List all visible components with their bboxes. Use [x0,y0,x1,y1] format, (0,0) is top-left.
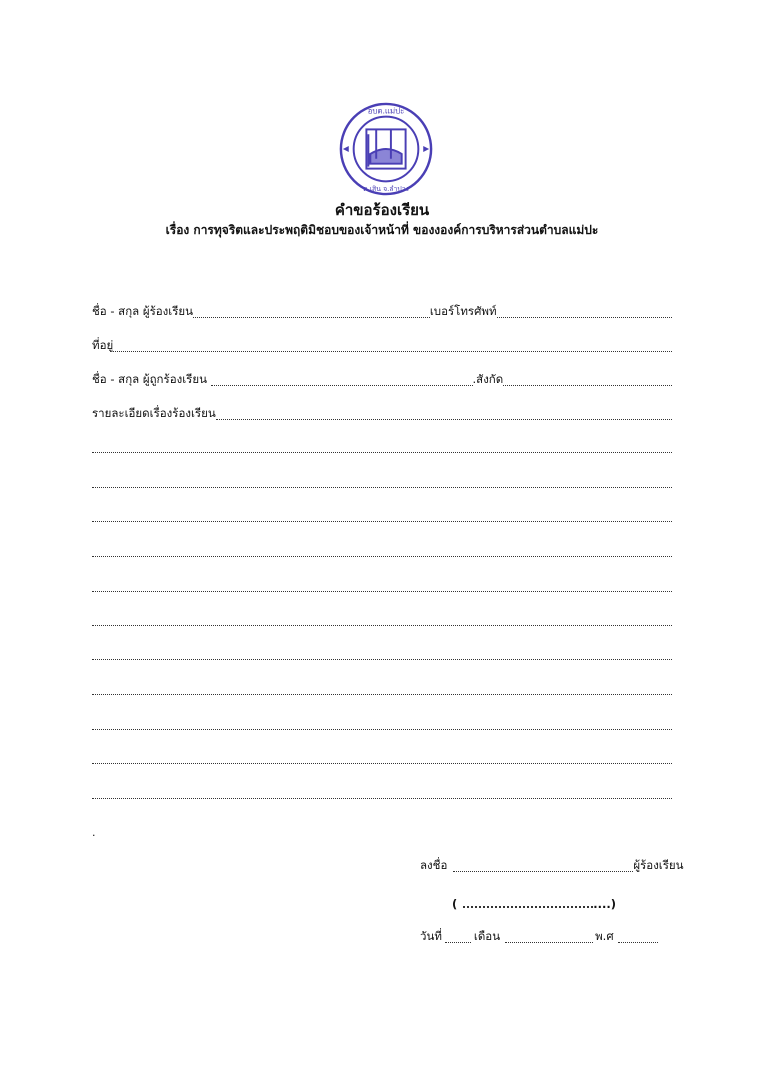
period-mark: . [92,826,96,839]
paren-open: ( [452,897,458,911]
accused-name-field[interactable] [211,384,473,386]
details-line[interactable] [92,487,672,488]
accused-row [92,371,672,389]
day-label: วันที่ [420,929,442,943]
address-row [92,337,672,355]
details-line[interactable] [92,694,672,695]
sign-label: ลงชื่อ [420,858,448,872]
complainant-name-label: ชื่อ - สกุล ผู้ร้องเรียน [92,304,194,318]
complainant-suffix: ผู้ร้องเรียน [633,858,684,872]
month-field[interactable] [505,941,593,943]
address-field[interactable] [113,350,672,352]
details-line[interactable] [92,659,672,660]
paren-close: ....) [593,897,616,911]
details-line[interactable] [92,591,672,592]
details-label: รายละเอียดเรื่องร้องเรียน [92,406,216,420]
details-line[interactable] [92,763,672,764]
printed-name-field[interactable] [463,905,593,908]
year-field[interactable] [618,941,658,943]
details-line[interactable] [92,625,672,626]
address-label: ที่อยู่ [92,338,114,352]
year-label: พ.ศ [595,929,614,943]
details-line[interactable] [92,452,672,453]
details-line[interactable] [92,798,672,799]
details-line[interactable] [92,556,672,557]
svg-text:ต.เสิน จ.ลำปาง: ต.เสิน จ.ลำปาง [363,185,409,194]
details-line[interactable] [92,521,672,522]
details-field[interactable] [216,418,672,420]
month-label: เดือน [473,929,501,943]
organization-seal-logo [337,100,435,198]
affiliation-label: .สังกัด [472,372,504,386]
affiliation-field[interactable] [503,384,672,386]
page-title: คำขอร้องเรียน [334,201,430,219]
phone-field[interactable] [497,316,672,318]
details-row [92,405,672,423]
complainant-name-field[interactable] [193,316,430,318]
day-field[interactable] [445,941,471,943]
date-row [420,928,658,946]
phone-label: เบอร์โทรศัพท์ [429,304,497,318]
accused-name-label: ชื่อ - สกุล ผู้ถูกร้องเรียน [92,372,207,386]
printed-name-row [452,893,616,911]
svg-text:อบต.แม่ปะ: อบต.แม่ปะ [367,106,405,116]
signature-row [420,857,684,875]
signature-field[interactable] [453,870,633,872]
complainant-row [92,303,672,321]
page-subtitle: เรื่อง การทุจริตและประพฤติมิชอบของเจ้าหน้าที่ ของงองค์การบริหารส่วนตำบลแม่ปะ [165,223,599,237]
details-line[interactable] [92,729,672,730]
